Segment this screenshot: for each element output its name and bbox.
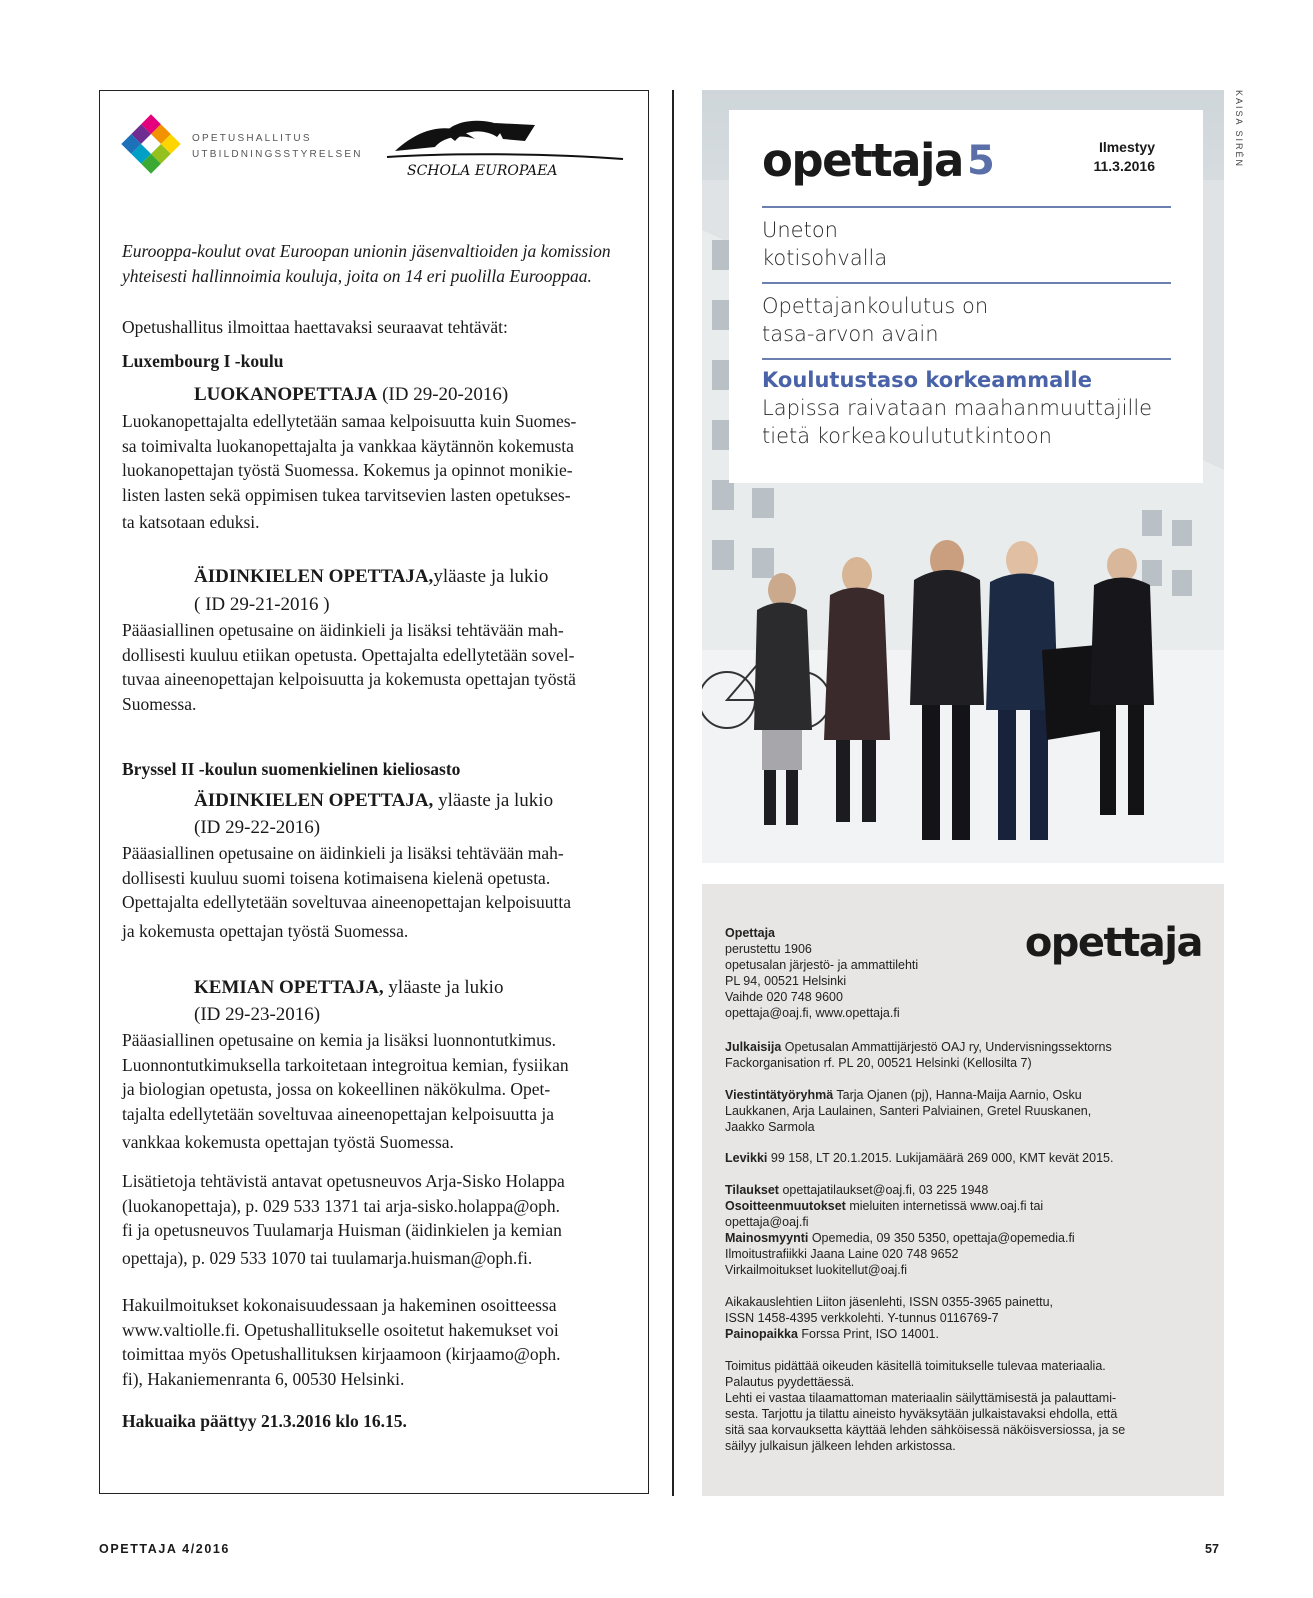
desc-line: Opettajalta edellytetään soveltuvaa aineenopettajan kelpoisuutta [122,892,571,912]
footer-issue: OPETTAJA 4/2016 [99,1542,230,1556]
desc-line: listen lasten sekä oppimisen tukea tarvitsevien lasten opetukses- [122,484,571,505]
desc-line: tajalta edellytetään soveltuvaa aineenopettajan kelpoisuutta ja [122,1103,554,1124]
teaser [762,394,1152,450]
oph-name-sv: UTBILDNINGSSTYRELSEN [192,149,363,160]
magazine-logo: opettaja [762,134,963,187]
job-title-line [122,381,628,408]
mh-text: Tarja Ojanen (pj), Hanna-Maija Aarnio, Osku [833,1088,1082,1102]
editorial-group-block [725,1087,1195,1135]
mh-line: PL 94, 00521 Helsinki [725,974,847,988]
desc-line: luokanopettajan työstä Suomessa. Kokemus ja opinnot monikie- [122,460,573,480]
mh-text: opettajatilaukset@oaj.fi, 03 225 1948 [778,1183,989,1197]
job-advertisement [99,90,649,1494]
desc-line: Pääasiallinen opetusaine on kemia ja lisäksi luonnontutkimus. [122,1030,557,1050]
circulation-block [725,1150,1195,1166]
rule [762,206,1171,208]
issue-number: 5 [967,138,995,184]
issn-block [725,1294,1195,1342]
job-id: (ID 29-22-2016) [194,817,321,838]
mh-line: Virkailmoitukset luokitellut@oaj.fi [725,1263,907,1277]
job-title: ÄIDINKIELEN OPETTAJA, [194,790,434,811]
teaser-line: Opettajankoulutus on [762,294,989,318]
job-id: (ID 29-23-2016) [194,1004,321,1025]
teaser-line: Lapissa raivataan maahanmuuttajille [762,396,1153,420]
teaser-line: kotisohvalla [762,246,888,270]
info-line: Lisätietoja tehtävistä antavat opetusneuvos Arja-Sisko Holappa [122,1171,565,1191]
rule [762,282,1171,284]
cover-text-panel [729,110,1203,483]
apply-line: www.valtiolle.fi. Opetushallitukselle osoitetut hakemukset voi [122,1319,559,1340]
oph-diamond-icon [120,113,182,175]
photo-credit: KAISA SIRÉN [1234,90,1244,169]
mh-text: Forssa Print, ISO 14001. [797,1327,939,1341]
mh-text: Opetusalan Ammattijärjestö OAJ ry, Undervisningssektorns [781,1040,1112,1054]
mh-line: Lehti ei vastaa tilaamattoman materiaalin säilyttämisestä ja palauttami- [725,1391,1117,1405]
mh-label: Painopaikka [725,1327,798,1341]
desc-line: ja kokemusta opettajan työstä Suomessa. [122,920,409,941]
masthead-logo: opettaja [1024,920,1202,966]
apply-line: fi), Hakaniemenranta 6, 00530 Helsinki. [122,1368,405,1389]
job-title: ÄIDINKIELEN OPETTAJA, [194,566,434,587]
disclaimer-block [725,1358,1195,1454]
mh-label: Julkaisija [725,1040,782,1054]
teaser-line: tietä korkeakoulututkintoon [762,424,1052,448]
mh-line: Ilmoitustrafiikki Jaana Laine 020 748 9652 [725,1247,959,1261]
teaser-line: tasa-arvon avain [762,322,939,346]
mh-line: perustettu 1906 [725,942,812,956]
desc-line: ta katsotaan eduksi. [122,512,260,532]
job-title-line [122,787,628,814]
school-heading: Bryssel II -koulun suomenkielinen kieliosasto [122,759,461,779]
rule [762,358,1171,360]
mh-label: Mainosmyynti [725,1231,809,1245]
teaser [762,216,887,272]
mh-text: mieluiten internetissä www.oaj.fi tai [845,1199,1044,1213]
job-description [122,409,628,535]
oph-name-fi: OPETUSHALLITUS [192,133,312,144]
mh-line: ISSN 1458-4395 verkkolehti. Y-tunnus 0116769-7 [725,1311,999,1325]
mh-line: Jaakko Sarmola [725,1120,815,1134]
mh-line: Fackorganisation rf. PL 20, 00521 Helsinki (Kellosilta 7) [725,1056,1032,1070]
mh-line: säilyy julkaisun jälkeen lehden arkistossa. [725,1439,956,1453]
job-level: yläaste ja lukio [433,566,549,587]
job-description [122,841,628,943]
mh-text: 99 158, LT 20.1.2015. Lukijamäärä 269 000, KMT kevät 2015. [767,1151,1114,1165]
school-heading: Luxembourg I -koulu [122,351,284,371]
desc-line: ja biologian opetusta, jossa on kokeellinen näkökulma. Opet- [122,1079,551,1099]
job-level: yläaste ja lukio [383,977,504,998]
opetushallitus-logo [120,113,363,179]
next-issue-cover [702,90,1224,863]
mh-line: Laukkanen, Arja Laulainen, Santeri Palviainen, Gretel Ruuskanen, [725,1104,1092,1118]
mh-line: opettaja@oaj.fi [725,1215,809,1229]
page-number: 57 [1205,1542,1219,1556]
julkaisija-block [725,1039,1195,1071]
application-info [122,1293,628,1391]
mh-line: opetusalan järjestö- ja ammattilehti [725,958,919,972]
mh-name: Opettaja [725,926,776,940]
schola-europaea-logo [385,113,625,183]
mh-line: Toimitus pidättää oikeuden käsitellä toimitukselle tulevaa materiaalia. [725,1359,1106,1373]
mh-line: opettaja@oaj.fi, www.opettaja.fi [725,1006,900,1020]
mh-text: Opemedia, 09 350 5350, opettaja@opemedia.fi [808,1231,1075,1245]
contact-info [122,1169,628,1270]
intro-line: Eurooppa-koulut ovat Euroopan unionin jäsenvaltioiden ja komission [122,241,611,261]
intro [122,239,628,288]
job-description [122,1028,628,1155]
job-title-line [122,974,628,1001]
teaser [762,292,988,348]
column-divider [672,90,674,1496]
desc-line: Suomessa. [122,693,197,714]
announcement: Opetushallitus ilmoittaa haettavaksi seuraavat tehtävät: [122,317,508,337]
teaser-headline: Koulutustaso korkeammalle [762,368,1092,392]
publish-label: Ilmestyy [1098,139,1155,155]
info-line: (luokanopettaja), p. 029 533 1371 tai arja-sisko.holappa@oph. [122,1195,560,1216]
desc-line: Pääasiallinen opetusaine on äidinkieli ja lisäksi tehtävään mah- [122,620,564,640]
mh-label: Levikki [725,1151,768,1165]
job-description [122,618,628,716]
masthead [702,884,1224,1496]
desc-line: Pääasiallinen opetusaine on äidinkieli ja lisäksi tehtävään mah- [122,843,564,863]
mh-line: Aikakauslehtien Liiton jäsenlehti, ISSN 0355-3965 painettu, [725,1295,1053,1309]
teaser-line: Uneton [762,218,838,242]
mh-line: sesta. Tarjottu ja tilattu aineisto hyväksytään julkaistavaksi ehdolla, että [725,1407,1118,1421]
mh-label: Osoitteenmuutokset [725,1199,846,1213]
mh-label: Tilaukset [725,1183,779,1197]
job-id: (ID 29-20-2016) [377,384,509,405]
deadline: Hakuaika päättyy 21.3.2016 klo 16.15. [122,1411,407,1431]
desc-line: Luonnontutkimuksella tarkoitetaan integroitua kemian, fysiikan [122,1054,569,1075]
mh-line: sitä saa korvauksetta käyttää lehden sähköisessä näköisversiossa, ja se [725,1423,1126,1437]
job-title: KEMIAN OPETTAJA, [194,977,384,998]
mh-label: Viestintätyöryhmä [725,1088,834,1102]
intro-line: yhteisesti hallinnoimia kouluja, joita on 14 eri puolilla Eurooppaa. [122,265,592,286]
desc-line: vankkaa kokemusta opettajan työstä Suomessa. [122,1132,454,1152]
desc-line: tuvaa aineenopettajan kelpoisuutta ja kokemusta opettajan työstä [122,669,576,689]
desc-line: Luokanopettajalta edellytetään samaa kelpoisuutta kuin Suomes- [122,411,577,431]
subscription-block [725,1182,1195,1278]
schola-text: SCHOLA EUROPAEA [407,163,558,179]
apply-line: toimittaa myös Opetushallituksen kirjaamoon (kirjaamo@oph. [122,1344,561,1364]
apply-line: Hakuilmoitukset kokonaisuudessaan ja hakeminen osoitteessa [122,1295,557,1315]
info-line: fi ja opetusneuvos Tuulamarja Huisman (äidinkielen ja kemian [122,1220,562,1240]
job-title: LUOKANOPETTAJA [194,384,378,405]
mh-line: Palautus pyydettäessä. [725,1375,855,1389]
publish-date: 11.3.2016 [1093,158,1155,174]
job-level: yläaste ja lukio [433,790,554,811]
info-line: opettaja), p. 029 533 1070 tai tuulamarja.huisman@oph.fi. [122,1247,533,1268]
desc-line: sa toimivalta luokanopettajalta ja vankkaa käytännön kokemusta [122,435,574,456]
mh-line: Vaihde 020 748 9600 [725,990,843,1004]
desc-line: dollisesti kuuluu suomi toisena kotimaisena kielenä opetusta. [122,867,551,888]
job-title-line [122,563,628,590]
publisher-block [725,925,1195,1021]
desc-line: dollisesti kuuluu etiikan opetusta. Opettajalta edellytetään sovel- [122,644,575,665]
job-id: ( ID 29-21-2016 ) [194,594,330,615]
